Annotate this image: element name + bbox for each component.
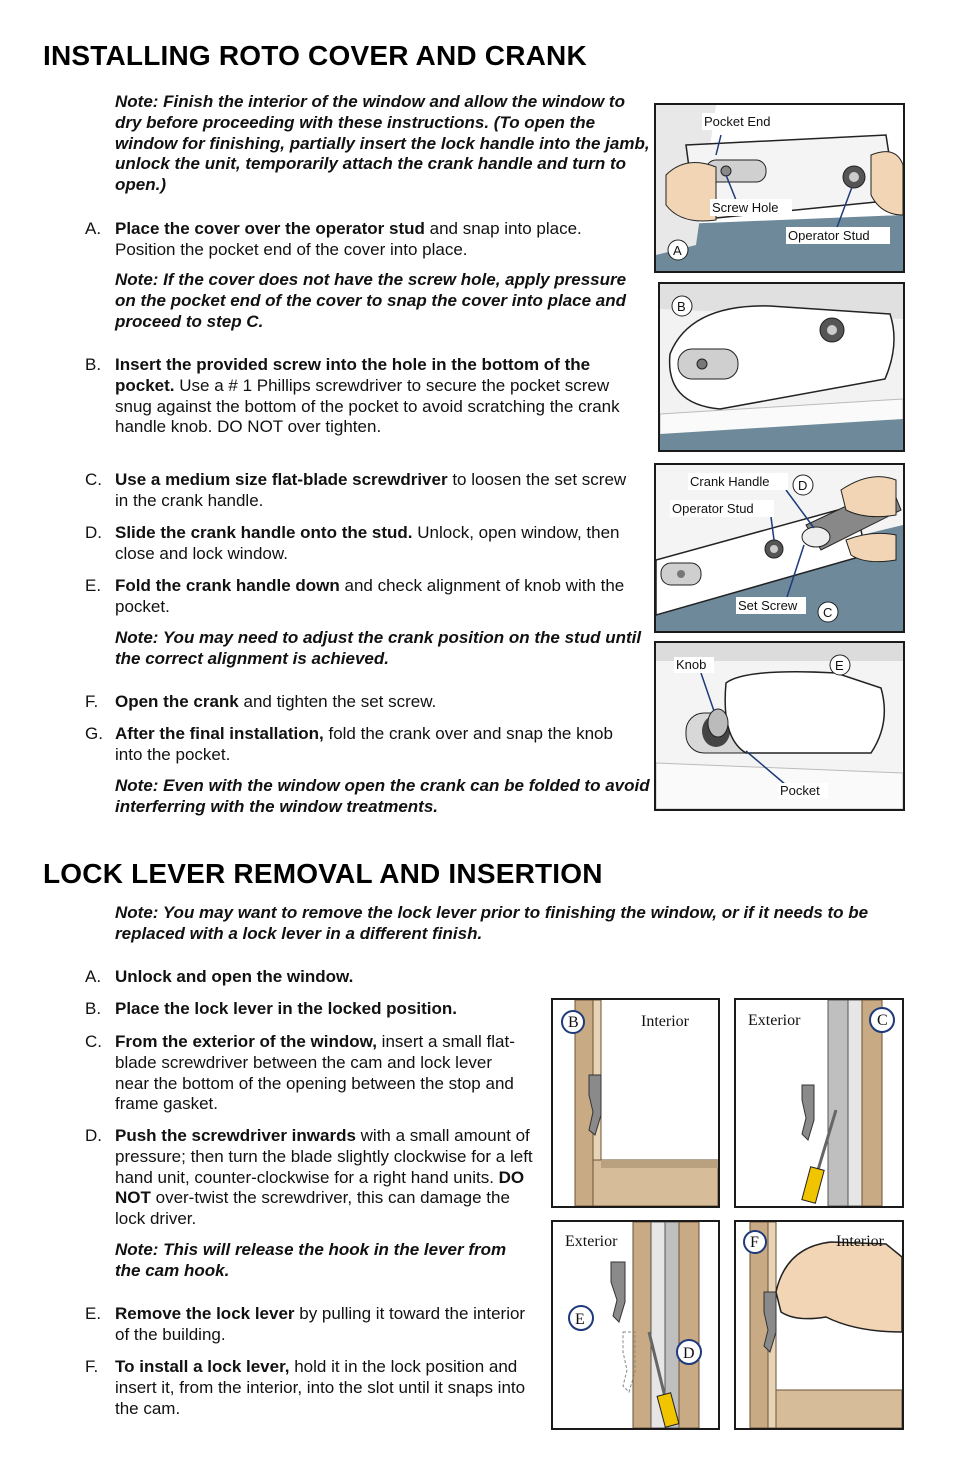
label-interior-b: Interior bbox=[641, 1013, 689, 1030]
step-text: Use a # 1 Phillips screwdriver to secure the pocket screw snug against the bottom of the pocket to avoid scratching the crank handle knob. DO NOT over tighten. bbox=[115, 375, 620, 437]
label-knob: Knob bbox=[676, 657, 707, 672]
step-letter: F. bbox=[85, 1357, 99, 1376]
step-text: and tighten the set screw. bbox=[238, 692, 437, 711]
step-text: insert a small flat-blade screwdriver between the cam and lock lever near the bottom of the opening between the stop and frame gasket. bbox=[115, 1032, 515, 1114]
badge-e-text: E bbox=[835, 658, 844, 673]
step-letter: A. bbox=[85, 967, 102, 986]
step-bold: Fold the crank handle down bbox=[115, 576, 340, 595]
step-bold: Insert the provided screw into the hole in the bottom of the pocket. bbox=[115, 355, 591, 395]
label-pocket-end: Pocket End bbox=[704, 114, 771, 129]
badge-b2-text: B bbox=[568, 1014, 579, 1031]
label-set-screw: Set Screw bbox=[738, 598, 798, 613]
step-letter: A. bbox=[85, 219, 102, 238]
figure-lock-f bbox=[734, 1220, 904, 1430]
step-bold: After the final installation, bbox=[115, 724, 324, 743]
step-bold: From the exterior of the window, bbox=[115, 1032, 377, 1051]
step-text: to loosen the set screw in the crank handle. bbox=[115, 470, 627, 510]
step-text: fold the crank over and snap the knob into the pocket. bbox=[115, 724, 613, 764]
step-letter: C. bbox=[85, 470, 102, 489]
s1-step-a-note: Note: If the cover does not have the screw hole, apply pressure on the pocket end of the cover to snap the cover into place and proceed to step C. bbox=[115, 270, 627, 331]
step-text: by pulling it toward the interior of the building. bbox=[115, 1304, 526, 1344]
section1-title: INSTALLING ROTO COVER AND CRANK bbox=[43, 40, 587, 71]
step-text: and check alignment of knob with the pocket. bbox=[115, 576, 625, 616]
step-letter: D. bbox=[85, 523, 102, 542]
figure-c bbox=[654, 463, 905, 633]
step-text: Unlock, open window, then close and lock window. bbox=[115, 523, 620, 563]
label-exterior-ed: Exterior bbox=[565, 1233, 618, 1250]
badge-d-text: D bbox=[798, 478, 808, 493]
s1-step-g-note: Note: Even with the window open the crank can be folded to avoid interferring with the window treatments. bbox=[115, 776, 650, 816]
badge-c-text: C bbox=[823, 605, 833, 620]
badge-c2-text: C bbox=[877, 1012, 888, 1029]
badge-a-text: A bbox=[673, 243, 682, 258]
step-text: hold it in the lock position and insert it, from the interior, into the slot until it snaps into the cam. bbox=[115, 1357, 526, 1418]
step-letter: B. bbox=[85, 999, 102, 1018]
step-bold: Place the cover over the operator stud bbox=[115, 219, 425, 238]
step-text-2: over-twist the screwdriver, this can damage the lock driver. bbox=[115, 1188, 510, 1229]
step-letter: E. bbox=[85, 1304, 102, 1323]
label-pocket: Pocket bbox=[780, 783, 820, 798]
figure-a bbox=[654, 103, 905, 273]
step-bold: Use a medium size flat-blade screwdriver bbox=[115, 470, 448, 489]
s1-step-e-note: Note: You may need to adjust the crank position on the stud until the correct alignment is achieved. bbox=[115, 628, 642, 668]
label-crank-handle: Crank Handle bbox=[690, 474, 770, 489]
figure-lock-b bbox=[551, 998, 720, 1208]
figure-lock-c bbox=[734, 998, 904, 1208]
label-exterior-c: Exterior bbox=[748, 1012, 801, 1029]
badge-d2-text: D bbox=[683, 1345, 695, 1362]
step-bold: Push the screwdriver inwards bbox=[115, 1126, 356, 1145]
step-text: and snap into place. Position the pocket end of the cover into place. bbox=[115, 219, 582, 259]
label-screw-hole: Screw Hole bbox=[712, 200, 779, 215]
step-letter: D. bbox=[85, 1126, 102, 1145]
step-letter: F. bbox=[85, 692, 99, 711]
step-bold: Remove the lock lever bbox=[115, 1304, 295, 1323]
badge-b-text: B bbox=[677, 299, 686, 314]
step-letter: G. bbox=[85, 724, 103, 743]
step-letter: B. bbox=[85, 355, 102, 374]
label-interior-f: Interior bbox=[836, 1233, 884, 1250]
step-letter: E. bbox=[85, 576, 102, 595]
figure-e bbox=[654, 641, 905, 811]
label-operator-stud-c: Operator Stud bbox=[672, 501, 754, 516]
step-bold: Slide the crank handle onto the stud. bbox=[115, 523, 413, 542]
badge-e2-text: E bbox=[575, 1311, 585, 1328]
label-operator-stud: Operator Stud bbox=[788, 228, 870, 243]
section1-intro-note: Note: Finish the interior of the window and allow the window to dry before proceeding with these instructions. (To open the window for finishing, partially insert the lock handle into the jamb, unlock the unit, temporarily attach the crank handle and turn to open.) bbox=[115, 92, 650, 195]
step-bold-2: DO NOT bbox=[115, 1167, 525, 1208]
section2-intro-note: Note: You may want to remove the lock lever prior to finishing the window, or if it needs to be replaced with a lock lever in a different finish. bbox=[115, 903, 869, 943]
step-bold: Unlock and open the window. bbox=[115, 967, 354, 986]
figure-b bbox=[658, 282, 905, 452]
section2-title: LOCK LEVER REMOVAL AND INSERTION bbox=[43, 858, 603, 889]
step-bold: Place the lock lever in the locked position. bbox=[115, 999, 457, 1018]
step-letter: C. bbox=[85, 1032, 102, 1051]
s2-step-d-note: Note: This will release the hook in the lever from the cam hook. bbox=[115, 1240, 507, 1280]
badge-f-text: F bbox=[750, 1234, 759, 1251]
step-bold: Open the crank bbox=[115, 692, 239, 711]
step-bold: To install a lock lever, bbox=[115, 1357, 290, 1376]
step-text: with a small amount of pressure; then turn the blade slightly clockwise for a left hand unit, counter-clockwise for a right hand units. bbox=[115, 1126, 533, 1187]
figure-lock-ed bbox=[551, 1220, 720, 1430]
